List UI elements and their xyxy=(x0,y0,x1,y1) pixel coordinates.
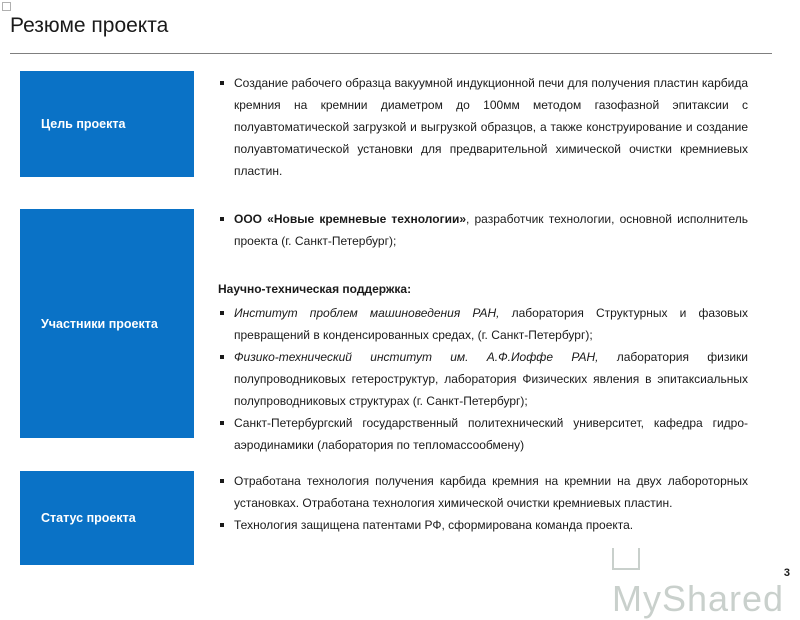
checkbox-icon xyxy=(2,2,11,11)
cart-icon xyxy=(612,548,640,570)
goal-bullet: Создание рабочего образца вакуумной индукционной печи для получения пластин карбида кремния на кремнии диаметром до 100мм методом газофазной эпитаксии с полуавтоматической загрузкой и выгрузкой образцов, а также конструирование и создание полуавтоматической установки для предварительной химической очистки кремниевых пластин. xyxy=(218,72,748,182)
goal-label: Цель проекта xyxy=(41,117,126,131)
watermark xyxy=(612,536,800,620)
support-item-name: Институт проблем машиноведения РАН, xyxy=(234,306,500,320)
page-number: 3 xyxy=(783,567,790,579)
status-bullet: Отработана технология получения карбида кремния на кремнии на двух лабороторных установках. Отработана технология химической очистки кремниевых пластин. xyxy=(218,470,748,514)
participant-main-text: , разработчик технологии, основной исполнитель проекта (г. Санкт-Петербург); xyxy=(234,212,748,248)
title-divider xyxy=(10,53,772,54)
page-title: Резюме проекта xyxy=(10,14,169,37)
participants-label-box xyxy=(20,209,194,438)
participant-main-name: ООО «Новые кремневые технологии» xyxy=(234,212,466,226)
support-item xyxy=(218,346,748,412)
support-heading: Научно-техническая поддержка: xyxy=(218,282,412,296)
participants-label: Участники проекта xyxy=(41,316,158,331)
status-label: Статус проекта xyxy=(41,511,136,525)
watermark-text: MyShared xyxy=(612,578,785,619)
participant-main xyxy=(218,208,748,252)
support-item-text: лаборатория физики полупроводниковых гетероструктур, лаборатория Физических явления в эпитаксиальных полупроводниковых структурах (г. Санкт-Петербург); xyxy=(234,350,748,408)
support-item xyxy=(218,412,748,456)
support-item-text: Санкт-Петербургский государственный политехнический университет, кафедра гидро-аэродинамики (лаборатория по тепломассообмену) xyxy=(234,416,748,452)
support-item-text: лаборатория Структурных и фазовых превращений в конденсированных средах, (г. Санкт-Петербург); xyxy=(234,306,748,342)
participants-content xyxy=(218,208,748,456)
support-item-name: Физико-технический институт им. А.Ф.Иоффе РАН, xyxy=(234,350,599,364)
status-label-box xyxy=(20,471,194,565)
goal-label-box xyxy=(20,71,194,177)
support-item xyxy=(218,302,748,346)
goal-content xyxy=(218,72,748,182)
status-content xyxy=(218,470,748,536)
status-bullet: Технология защищена патентами РФ, сформирована команда проекта. xyxy=(218,514,748,536)
